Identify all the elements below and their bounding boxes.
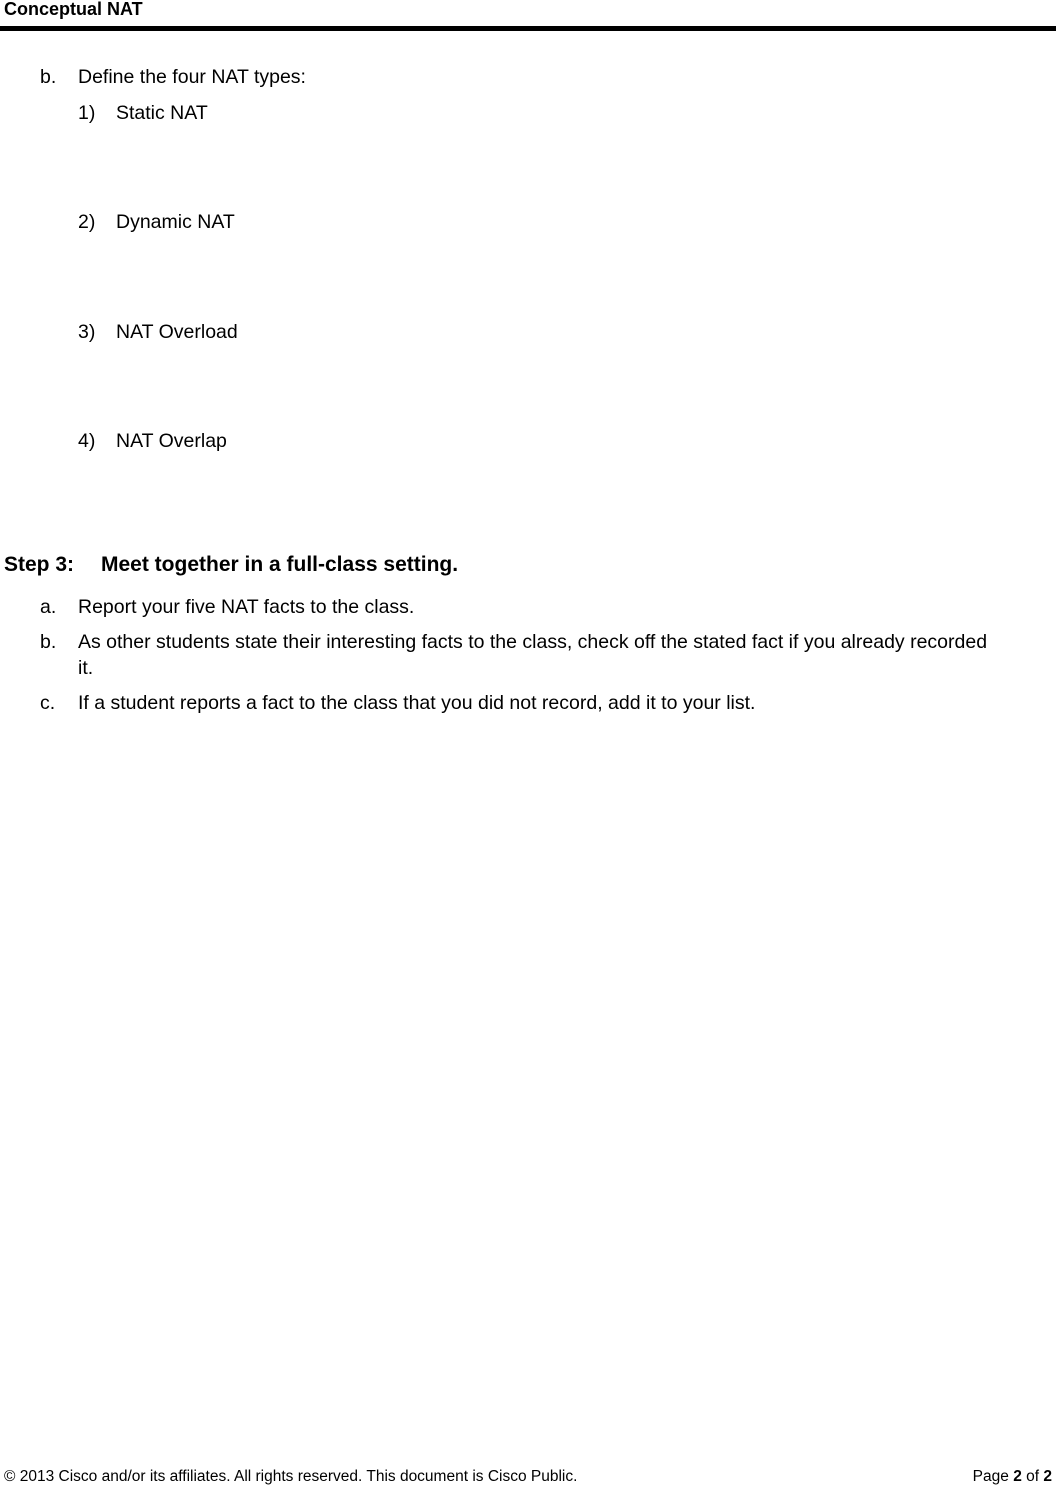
part-b-marker: b. bbox=[40, 66, 57, 88]
nat-type-marker: 1) bbox=[78, 102, 96, 124]
nat-type-overlap: NAT Overlap bbox=[116, 430, 227, 452]
part-b-text: Define the four NAT types: bbox=[78, 66, 306, 88]
step3-item-a-text: Report your five NAT facts to the class. bbox=[78, 596, 415, 618]
step3-item-marker: a. bbox=[40, 596, 57, 618]
page-current: 2 bbox=[1013, 1468, 1022, 1485]
footer-copyright: © 2013 Cisco and/or its affiliates. All rights reserved. This document is Cisco Public. bbox=[4, 1468, 578, 1485]
step3-item-b-text-cont: it. bbox=[78, 657, 94, 679]
nat-type-dynamic: Dynamic NAT bbox=[116, 211, 235, 233]
step3-item-marker: b. bbox=[40, 631, 57, 653]
step3-item-b-text: As other students state their interesting facts to the class, check off the stated fact if you already recorded bbox=[78, 631, 988, 653]
footer-page-number bbox=[973, 1467, 1052, 1487]
header-divider bbox=[0, 26, 1056, 31]
nat-type-overload: NAT Overload bbox=[116, 321, 238, 343]
nat-type-marker: 2) bbox=[78, 211, 96, 233]
nat-type-marker: 4) bbox=[78, 430, 96, 452]
nat-type-marker: 3) bbox=[78, 321, 96, 343]
page-prefix: Page bbox=[972, 1468, 1009, 1485]
step-title: Meet together in a full-class setting. bbox=[101, 553, 459, 576]
document-header-title: Conceptual NAT bbox=[4, 0, 143, 19]
page-total: 2 bbox=[1043, 1468, 1052, 1485]
step3-item-c-text: If a student reports a fact to the class that you did not record, add it to your list. bbox=[78, 692, 756, 714]
page-of: of bbox=[1026, 1468, 1040, 1485]
step3-item-marker: c. bbox=[40, 692, 56, 714]
step-3-heading bbox=[4, 552, 458, 578]
nat-type-static: Static NAT bbox=[116, 102, 208, 124]
step-number: Step 3: bbox=[4, 553, 75, 576]
